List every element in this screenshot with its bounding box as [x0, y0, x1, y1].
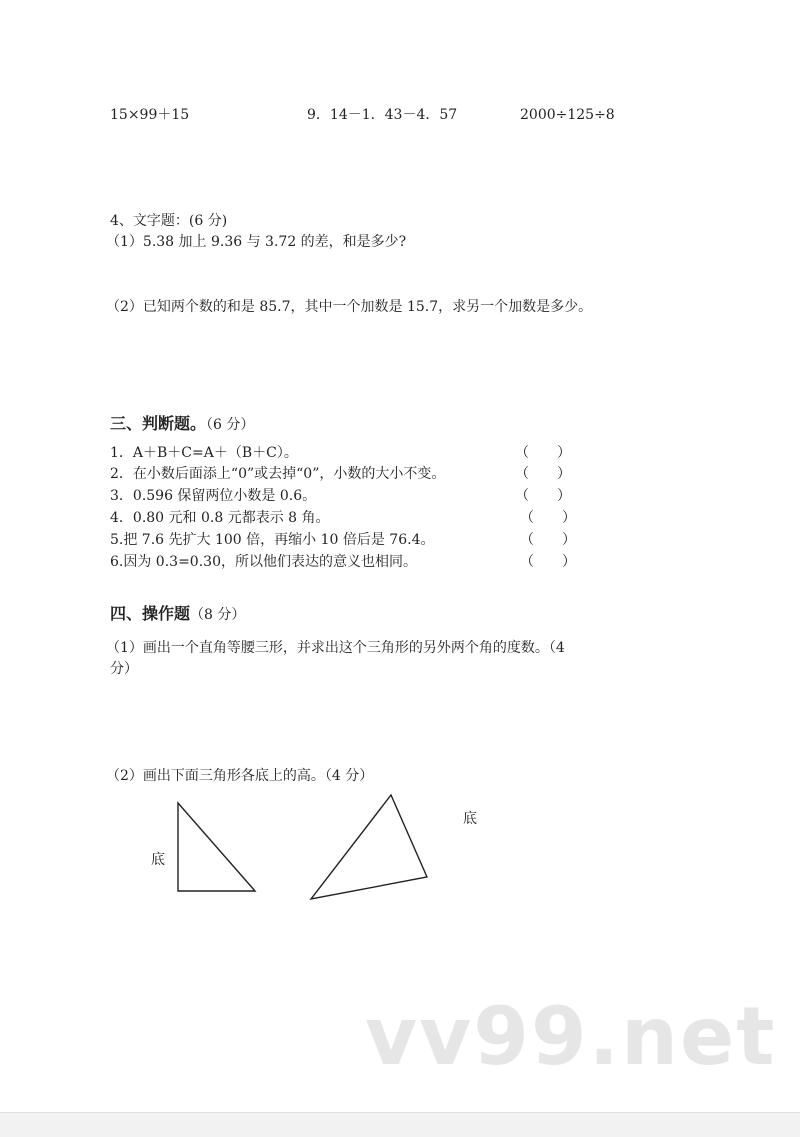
operate-points: （8 分）	[190, 607, 246, 623]
operate-q1-line1: （1）画出一个直角等腰三形，并求出这个三角形的另外两个角的度数。（4	[106, 640, 565, 656]
obtuse-triangle	[311, 795, 427, 899]
judge-paren-3[interactable]: （ ）	[515, 488, 571, 504]
judge-title-text: 三、判断题。	[110, 414, 207, 433]
judge-item-6: 6.因为 0.3=0.30，所以他们表达的意义也相同。	[110, 554, 417, 570]
judge-item-1: 1．A＋B＋C=A＋（B＋C）。	[110, 445, 298, 461]
judge-points: （6 分）	[206, 417, 255, 433]
word-problem-2: （2）已知两个数的和是 85.7，其中一个加数是 15.7，求另一个加数是多少。	[106, 299, 593, 315]
watermark-text: vv99.net	[365, 990, 777, 1083]
right-triangle	[178, 803, 255, 891]
word-problem-1: （1）5.38 加上 9.36 与 3.72 的差，和是多少?	[106, 234, 407, 250]
judge-paren-5[interactable]: （ ）	[520, 532, 576, 548]
calc-item-3: 2000÷125÷8	[520, 107, 615, 123]
operate-title-text: 四、操作题	[110, 604, 191, 623]
page-bottom-bar	[0, 1112, 800, 1137]
judge-item-5: 5.把 7.6 先扩大 100 倍，再缩小 10 倍后是 76.4。	[110, 532, 435, 548]
calc-item-1: 15×99＋15	[110, 107, 190, 123]
judge-paren-1[interactable]: （ ）	[515, 445, 571, 461]
base-label-right: 底	[463, 811, 477, 827]
judge-item-4: 4．0.80 元和 0.8 元都表示 8 角。	[110, 510, 330, 526]
judge-paren-2[interactable]: （ ）	[515, 466, 571, 482]
word-problems-heading: 4、文字题：(6 分)	[110, 213, 228, 229]
calc-item-2: 9．14－1．43－4．57	[307, 107, 458, 123]
operate-q2: （2）画出下面三角形各底上的高。（4 分）	[106, 768, 374, 784]
judge-item-2: 2．在小数后面添上“0”或去掉“0”，小数的大小不变。	[110, 466, 446, 482]
judge-paren-6[interactable]: （ ）	[520, 554, 576, 570]
operate-q1-line2: 分）	[110, 661, 138, 677]
judge-item-3: 3．0.596 保留两位小数是 0.6。	[110, 488, 317, 504]
judge-paren-4[interactable]: （ ）	[520, 510, 576, 526]
base-label-left: 底	[151, 852, 165, 868]
